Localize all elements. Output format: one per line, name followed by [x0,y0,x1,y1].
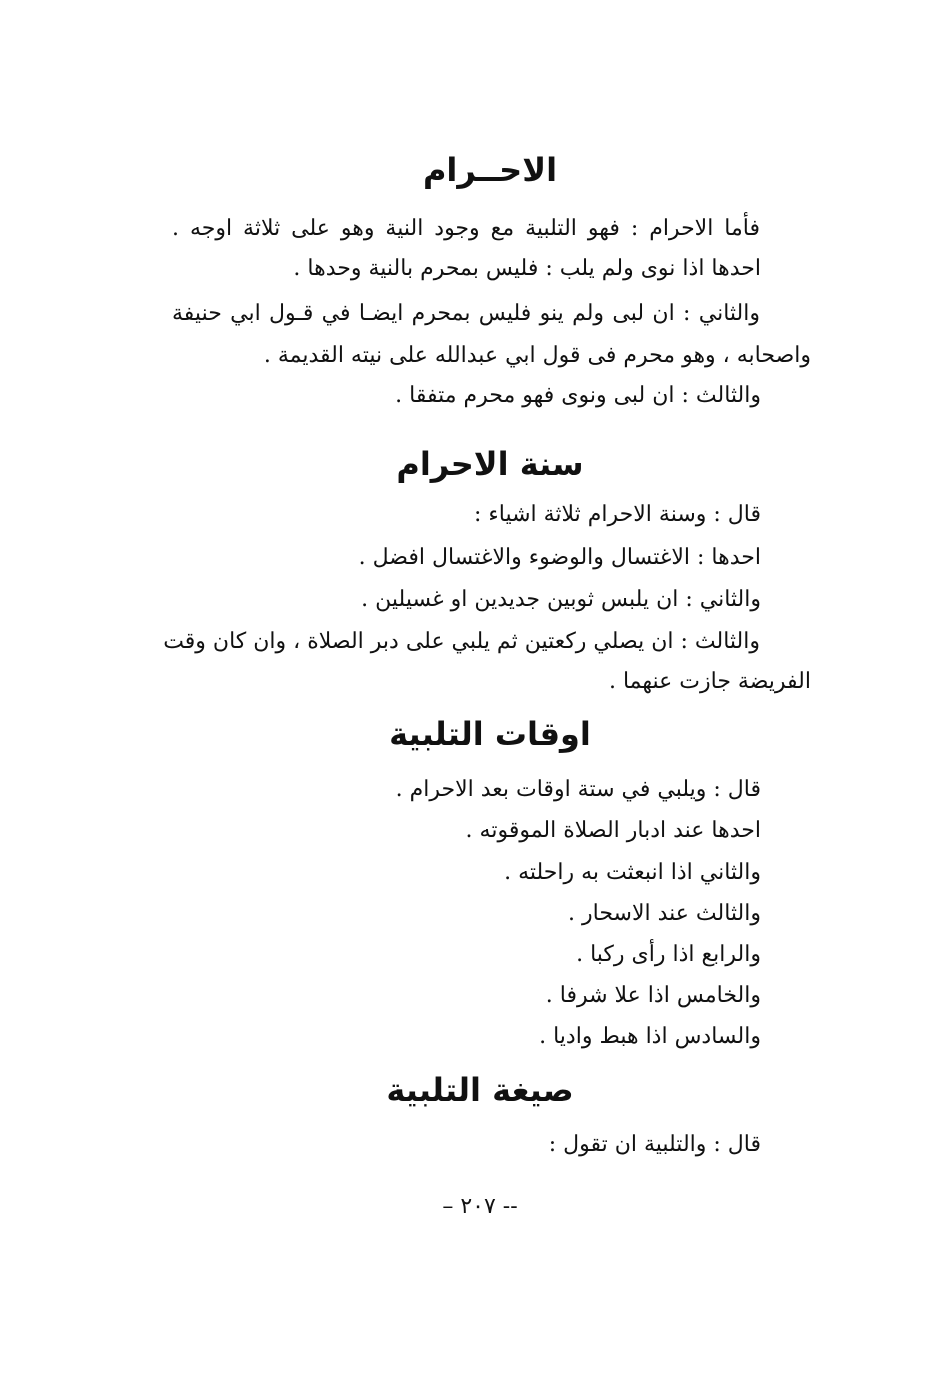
paragraph-line: والثالث عند الاسحار . [568,901,761,926]
section-heading-sighat-al-talbiya: صيغة التلبية [386,1071,574,1109]
section-heading-ihram: الاحــرام [422,151,558,189]
paragraph-line: فأما الاحرام : فهو التلبية مع وجود النية وهو على ثلاثة اوجه ‌. [172,216,760,241]
paragraph-line: والرابع اذا رأى ركبا . [576,942,761,967]
paragraph-line: قال : والتلبية ان تقول : [548,1132,761,1157]
paragraph-line: واصحابه ، وهو محرم فى قول ابي عبدالله على نيته القديمة . [263,343,811,368]
paragraph-line: احدها اذا نوى ولم يلب : فليس بمحرم بالنية وحدها . [293,256,761,281]
page-number: – ٢٠٧ -- [442,1194,518,1219]
paragraph-line: والثاني : ان يلبس ثوبين جديدين او غسيلين . [361,587,761,612]
section-heading-awqat-al-talbiya: اوقات التلبية [389,715,591,753]
section-heading-sunnat-al-ihram: سنة الاحرام [396,445,584,483]
paragraph-line: قال : وسنة الاحرام ثلاثة اشياء : [473,502,761,527]
paragraph-line: احدها عند ادبار الصلاة الموقوته . [465,818,761,843]
paragraph-line: والثالث : ان لبى ونوى فهو محرم متفقا . [395,383,761,408]
paragraph-line: والثاني : ان لبى ولم ينو فليس بمحرم ايضـا في قـول ابي حنيفة [172,301,760,326]
paragraph-line: الفريضة جازت عنهما . [608,669,811,694]
paragraph-line: والثالث : ان يصلي ركعتين ثم يلبي على دبر الصلاة ، وان كان وقت [163,629,760,654]
paragraph-line: والخامس اذا علا شرفا . [545,983,761,1008]
paragraph-line: والثاني اذا انبعثت به راحلته . [504,860,761,885]
paragraph-line: قال : ويلبي في ستة اوقات بعد الاحرام . [395,777,761,802]
paragraph-line: والسادس اذا هبط واديا . [539,1024,761,1049]
paragraph-line: احدها : الاغتسال والوضوء والاغتسال افضل . [358,545,761,570]
